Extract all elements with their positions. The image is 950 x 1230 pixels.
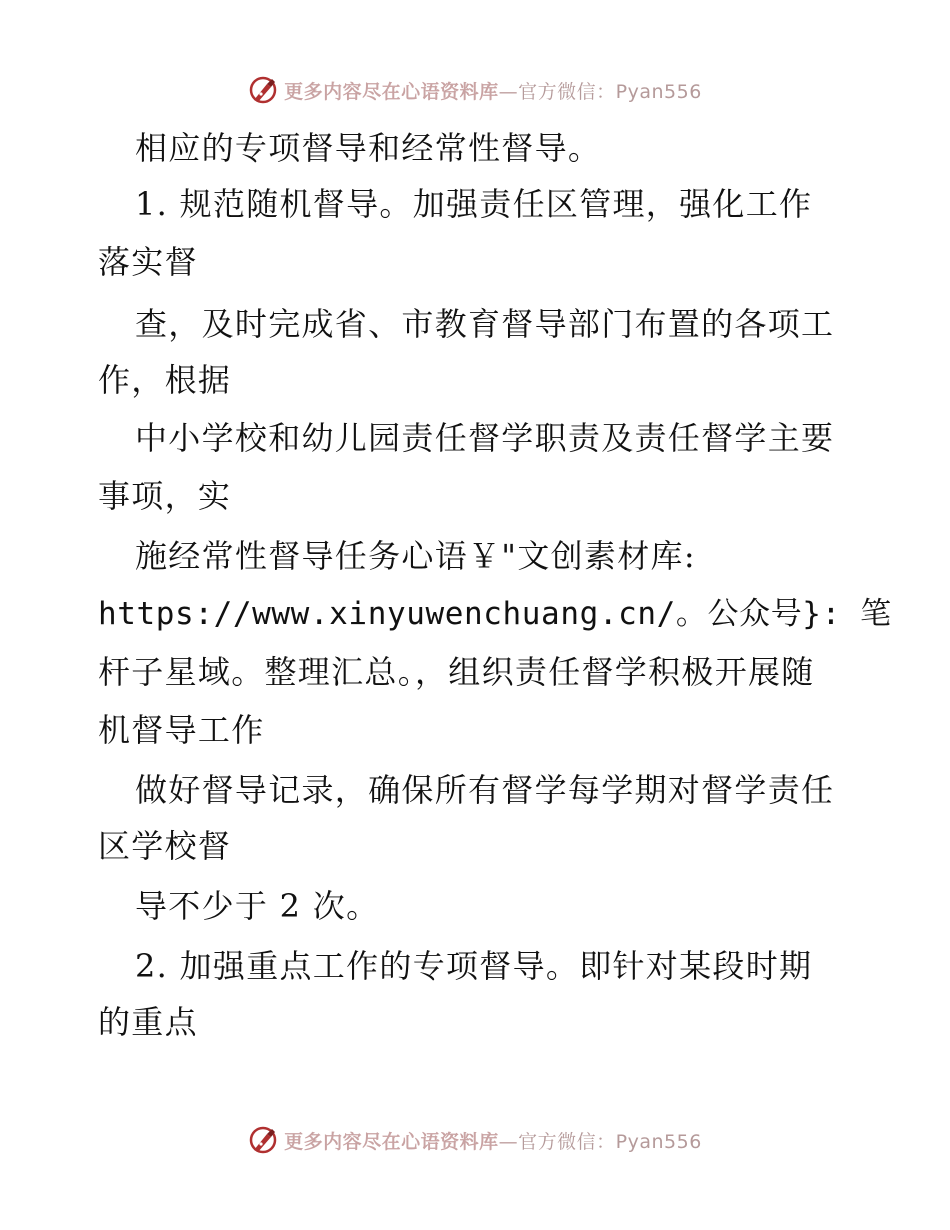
pen-nib-logo-icon (248, 75, 278, 105)
body-line: 做好督导记录，确保所有督学每学期对督学责任 (135, 771, 835, 809)
body-line: 杆子星域。整理汇总。，组织责任督学积极开展随 (98, 653, 815, 691)
body-line: 中小学校和幼儿园责任督学职责及责任督学主要 (135, 419, 835, 457)
header-brand: 更多内容尽在心语资料库 (284, 80, 499, 103)
body-line: 作，根据 (98, 361, 232, 399)
header-dash: — (498, 80, 519, 103)
footer-banner-text (284, 1127, 702, 1154)
footer-banner (0, 1120, 950, 1160)
body-line: 机督导工作 (98, 711, 265, 749)
body-line: 2. 加强重点工作的专项督导。即针对某段时期 (135, 947, 813, 985)
body-line: 事项，实 (98, 477, 232, 515)
body-line: 1. 规范随机督导。加强责任区管理，强化工作 (135, 185, 813, 223)
body-line: 查，及时完成省、市教育督导部门布置的各项工 (135, 305, 835, 343)
body-line: 的重点 (98, 1003, 198, 1041)
header-banner-text (284, 77, 702, 104)
body-line: 施经常性督导任务心语￥"文创素材库: (135, 537, 696, 575)
header-contact: 官方微信：Pyan556 (518, 80, 702, 103)
footer-dash: — (498, 1130, 519, 1153)
footer-brand: 更多内容尽在心语资料库 (284, 1130, 499, 1153)
body-line: 导不少于 2 次。 (135, 887, 380, 925)
body-line: 相应的专项督导和经常性督导。 (135, 129, 602, 167)
header-banner (0, 70, 950, 110)
body-line: 落实督 (98, 243, 198, 281)
body-line: 区学校督 (98, 827, 232, 865)
body-line: https://www.xinyuwenchuang.cn/。公众号}: 笔 (98, 596, 892, 632)
pen-nib-logo-icon (248, 1125, 278, 1155)
footer-contact: 官方微信：Pyan556 (518, 1130, 702, 1153)
